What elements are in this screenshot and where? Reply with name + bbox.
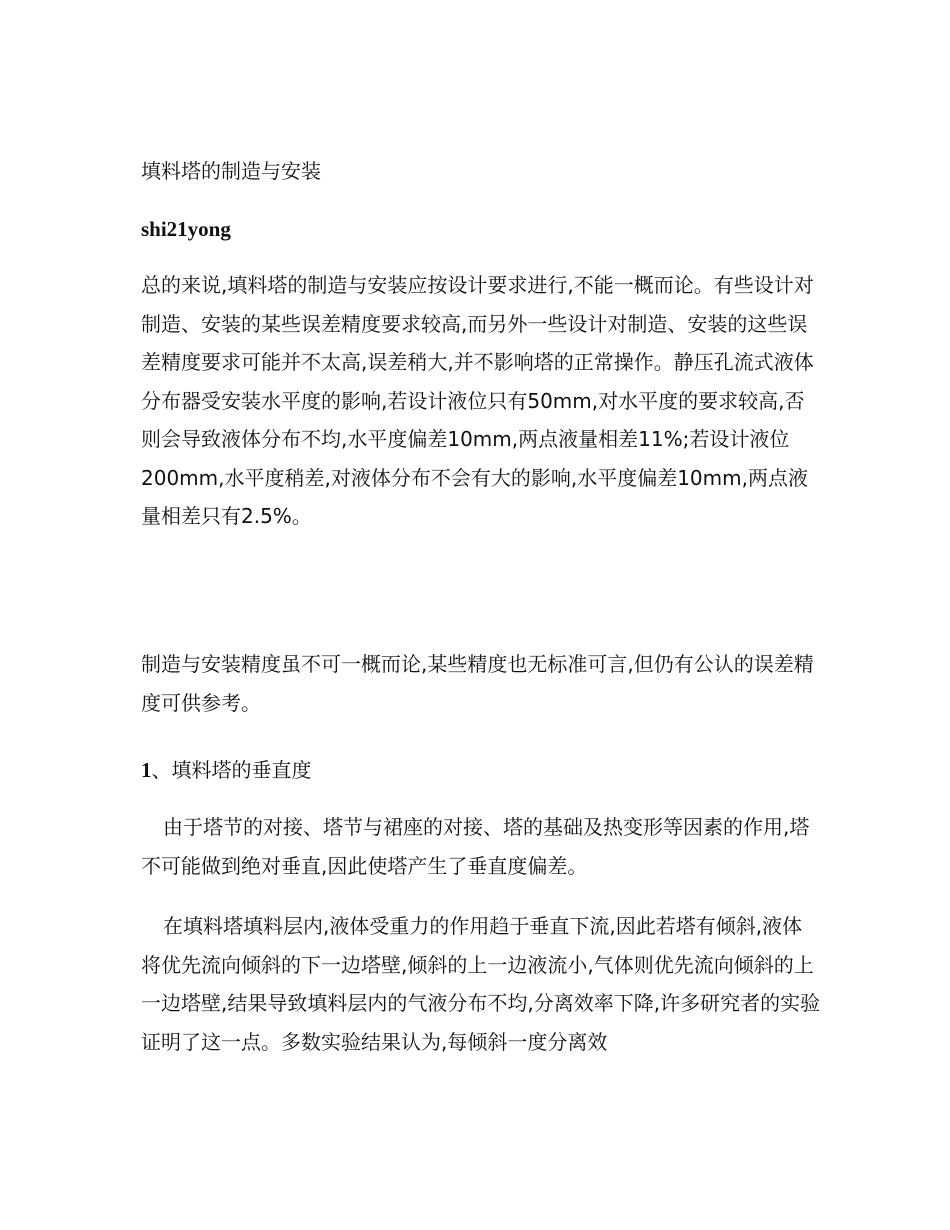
section-number: 1	[141, 758, 152, 782]
section-title: 、填料塔的垂直度	[151, 758, 312, 782]
author-name: shi21yong	[141, 217, 231, 241]
paragraph-precision-note: 制造与安装精度虽不可一概而论,某些精度也无标准可言,但仍有公认的误差精度可供参考。	[141, 652, 814, 715]
document-title: 填料塔的制造与安装	[141, 159, 321, 183]
section-heading	[141, 755, 821, 785]
section-paragraph-2: 在填料塔填料层内,液体受重力的作用趋于垂直下流,因此若塔有倾斜,液体将优先流向倾斜的下一边塔壁,倾斜的上一边液流小,气体则优先流向倾斜的上一边塔壁,结果导致填料层内的气液分布不均,分离效率下降,许多研究者的实验证明了这一点。多数实验结果认为,每倾斜一度分离效	[141, 914, 821, 1054]
paragraph-intro: 总的来说,填料塔的制造与安装应按设计要求进行,不能一概而论。有些设计对制造、安装的某些误差精度要求较高,而另外一些设计对制造、安装的这些误差精度要求可能并不太高,误差稍大,并不影响塔的正常操作。静压孔流式液体分布器受安装水平度的影响,若设计液位只有50mm,对水平度的要求较高,否则会导致液体分布不均,水平度偏差10mm,两点液量相差11%;若设计液位200mm,水平度稍差,对液体分布不会有大的影响,水平度偏差10mm,两点液量相差只有2.5%。	[141, 273, 814, 528]
section-paragraph-1: 由于塔节的对接、塔节与裙座的对接、塔的基础及热变形等因素的作用,塔不可能做到绝对垂直,因此使塔产生了垂直度偏差。	[141, 815, 810, 878]
